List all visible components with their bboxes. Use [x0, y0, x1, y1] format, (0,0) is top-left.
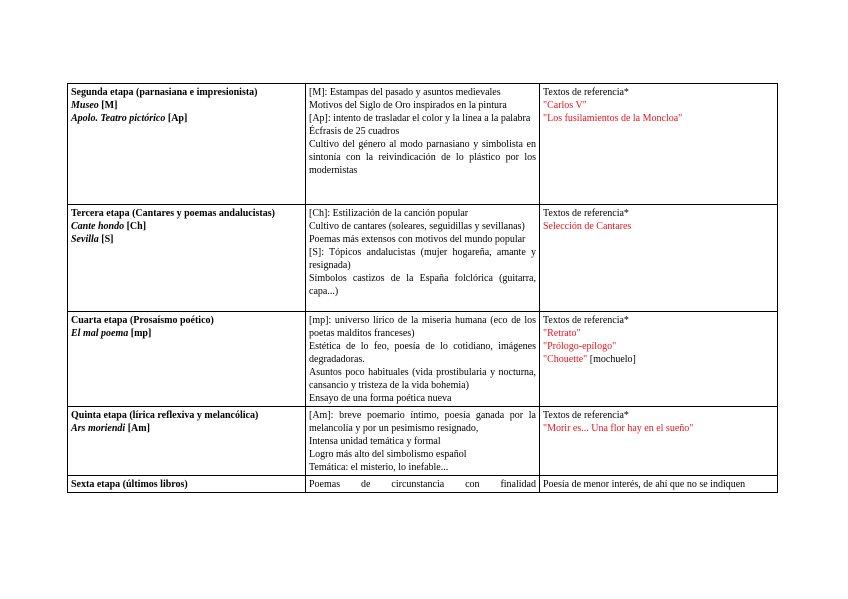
tema-line: [Am]: breve poemario íntimo, poesía ganada por la melancolía y por un pesimismo resignado,	[309, 410, 536, 434]
ref-line	[543, 353, 774, 366]
obra-line: El mal poema [mp]	[71, 328, 152, 339]
ref-note: [mochuelo]	[589, 354, 636, 365]
tema-line: Motivos del Siglo de Oro inspirados en la pintura	[309, 100, 507, 111]
etapa-cell	[68, 476, 306, 493]
obra-line: Apolo. Teatro pictórico [Ap]	[71, 113, 188, 124]
ref-text: "Carlos V"	[543, 100, 587, 111]
refs-cell	[540, 205, 778, 312]
tema-line: Cultivo del género al modo parnasiano y simbolista en sintonía con la reivindicación de lo plástico por los modernistas	[309, 139, 536, 176]
tema-line: Intensa unidad temática y formal	[309, 436, 441, 447]
tema-line: Poemas más extensos con motivos del mundo popular	[309, 234, 526, 245]
temas-cell	[306, 205, 540, 312]
temas-cell	[306, 84, 540, 205]
tema-line: [M]: Estampas del pasado y asuntos medievales	[309, 87, 501, 98]
tema-word: con	[465, 479, 480, 490]
etapa-title: Segunda etapa (parnasiana e impresionista)	[71, 87, 258, 98]
tema-line: [Ap]: intento de trasladar el color y la línea a la palabra	[309, 113, 531, 124]
tema-line: Estética de lo feo, poesía de lo cotidiano, imágenes degradadoras.	[309, 341, 536, 365]
tema-word: de	[361, 479, 371, 490]
nota-text: Poesía de menor interés, de ahí que no se indiquen	[543, 479, 746, 490]
etapa-cell	[68, 407, 306, 476]
tema-line: [S]: Tópicos andalucistas (mujer hogareña, amante y resignada)	[309, 247, 536, 271]
obra-line: Museo [M]	[71, 100, 118, 111]
table-row	[68, 312, 778, 407]
refs-cell	[540, 407, 778, 476]
temas-cell	[306, 476, 540, 493]
obra-line: Ars moriendi [Am]	[71, 423, 150, 434]
tema-line	[309, 478, 536, 491]
ref-text: Selección de Cantares	[543, 221, 632, 232]
refs-label: Textos de referencia*	[543, 410, 629, 421]
tema-line: Cultivo de cantares (soleares, seguidillas y sevillanas)	[309, 221, 525, 232]
tema-word: Poemas	[309, 479, 341, 490]
tema-line: Écfrasis de 25 cuadros	[309, 126, 400, 137]
table-row	[68, 407, 778, 476]
etapa-title: Tercera etapa (Cantares y poemas andalucistas)	[71, 208, 275, 219]
tema-line: Símbolos castizos de la España folclórica (guitarra, capa...)	[309, 273, 536, 297]
etapa-title: Quinta etapa (lírica reflexiva y melancólica)	[71, 410, 259, 421]
etapa-title: Sexta etapa (últimos libros)	[71, 479, 188, 490]
refs-label: Textos de referencia*	[543, 87, 629, 98]
etapa-cell	[68, 205, 306, 312]
etapa-cell	[68, 312, 306, 407]
temas-cell	[306, 407, 540, 476]
ref-text: "Los fusilamientos de la Moncloa"	[543, 113, 683, 124]
tema-line: Temática: el misterio, lo inefable...	[309, 462, 449, 473]
tema-line: Asuntos poco habituales (vida prostibularia y nocturna, cansancio y tristeza de la vida bohemia)	[309, 367, 536, 391]
ref-text: "Morir es... Una flor hay en el sueño"	[543, 423, 694, 434]
table-row	[68, 476, 778, 493]
tema-line: Logro más alto del simbolismo español	[309, 449, 467, 460]
table-row	[68, 84, 778, 205]
etapas-table	[67, 83, 778, 493]
etapa-cell	[68, 84, 306, 205]
refs-cell	[540, 312, 778, 407]
refs-label: Textos de referencia*	[543, 208, 629, 219]
table-row	[68, 205, 778, 312]
temas-cell	[306, 312, 540, 407]
ref-text: "Retrato"	[543, 328, 581, 339]
tema-word: finalidad	[500, 479, 536, 490]
tema-line: Ensayo de una forma poética nueva	[309, 393, 452, 404]
tema-line: [mp]: universo lírico de la miseria humana (eco de los poetas malditos franceses)	[309, 315, 536, 339]
obra-line: Cante hondo [Ch]	[71, 221, 147, 232]
obra-line: Sevilla [S]	[71, 234, 114, 245]
ref-text: "Prólogo-epílogo"	[543, 341, 617, 352]
refs-cell	[540, 84, 778, 205]
refs-cell	[540, 476, 778, 493]
etapa-title: Cuarta etapa (Prosaísmo poético)	[71, 315, 214, 326]
ref-text: "Chouette"	[543, 354, 588, 365]
refs-label: Textos de referencia*	[543, 315, 629, 326]
tema-word: circunstancia	[391, 479, 445, 490]
tema-line: [Ch]: Estilización de la canción popular	[309, 208, 469, 219]
